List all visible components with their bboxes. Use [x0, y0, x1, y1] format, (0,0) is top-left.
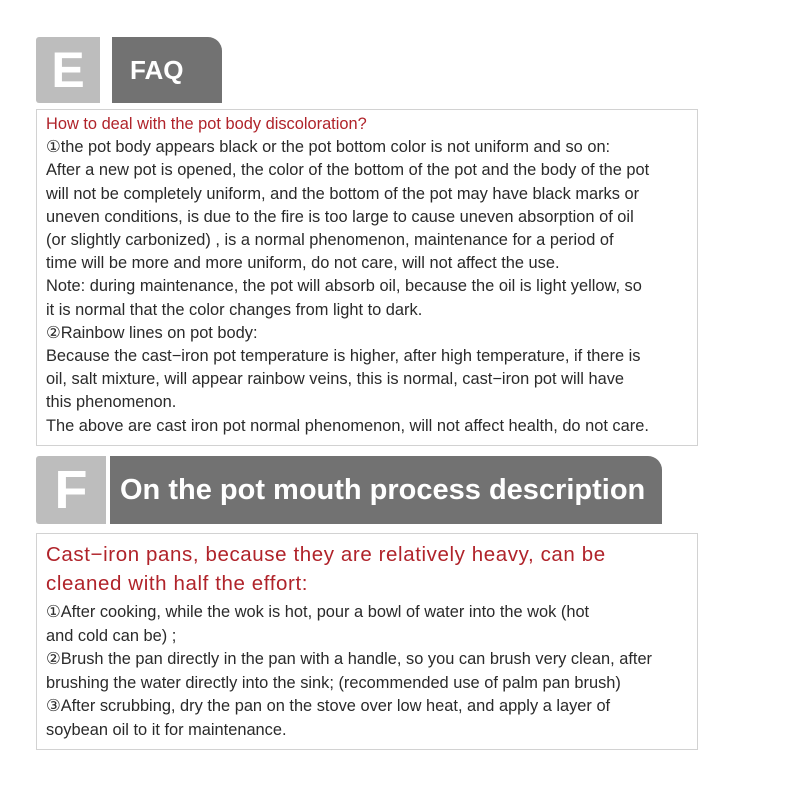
faq-line: After a new pot is opened, the color of the bottom of the pot and the body of the pot [46, 161, 650, 180]
faq-line: this phenomenon. [46, 393, 177, 412]
faq-line: ①the pot body appears black or the pot bottom color is not uniform and so on: [46, 138, 611, 157]
section-f-title: On the pot mouth process description [120, 473, 646, 506]
process-line: ③After scrubbing, dry the pan on the stove over low heat, and apply a layer of [46, 697, 611, 715]
faq-line: will not be completely uniform, and the bottom of the pot may have black marks or [46, 184, 640, 203]
section-f-title-bar [110, 456, 662, 524]
section-f-letter-text: F [54, 460, 88, 520]
process-line: ②Brush the pan directly in the pan with a handle, so you can brush very clean, after [46, 650, 653, 668]
faq-line: (or slightly carbonized) , is a normal phenomenon, maintenance for a period of [46, 231, 614, 250]
faq-content-box [36, 109, 698, 446]
process-line: ①After cooking, while the wok is hot, pour a bowl of water into the wok (hot [46, 603, 590, 621]
process-line: soybean oil to it for maintenance. [46, 720, 287, 739]
faq-line: it is normal that the color changes from light to dark. [46, 300, 423, 319]
section-e-letter [36, 37, 100, 103]
faq-line: Note: during maintenance, the pot will absorb oil, because the oil is light yellow, so [46, 277, 642, 296]
process-line: brushing the water directly into the sink; (recommended use of palm pan brush) [46, 673, 621, 692]
faq-line: uneven conditions, is due to the fire is too large to cause uneven absorption of oil [46, 207, 634, 226]
process-line: and cold can be) ; [46, 626, 177, 645]
faq-line: Because the cast−iron pot temperature is higher, after high temperature, if there is [46, 347, 641, 366]
section-e-title-bar [112, 37, 222, 103]
faq-line: The above are cast iron pot normal phenomenon, will not affect health, do not care. [46, 416, 649, 435]
faq-question: How to deal with the pot body discoloration? [46, 115, 367, 133]
faq-line: oil, salt mixture, will appear rainbow veins, this is normal, cast−iron pot will have [46, 370, 625, 389]
process-heading-line: cleaned with half the effort: [46, 572, 309, 595]
section-e-letter-text: E [51, 42, 85, 98]
faq-line: ②Rainbow lines on pot body: [46, 323, 258, 342]
section-f-letter [36, 456, 106, 524]
process-heading-line: Cast−iron pans, because they are relatively heavy, can be [46, 543, 606, 566]
section-e-title: FAQ [130, 54, 184, 85]
process-content-box [36, 533, 698, 750]
faq-line: time will be more and more uniform, do not care, will not affect the use. [46, 254, 560, 273]
